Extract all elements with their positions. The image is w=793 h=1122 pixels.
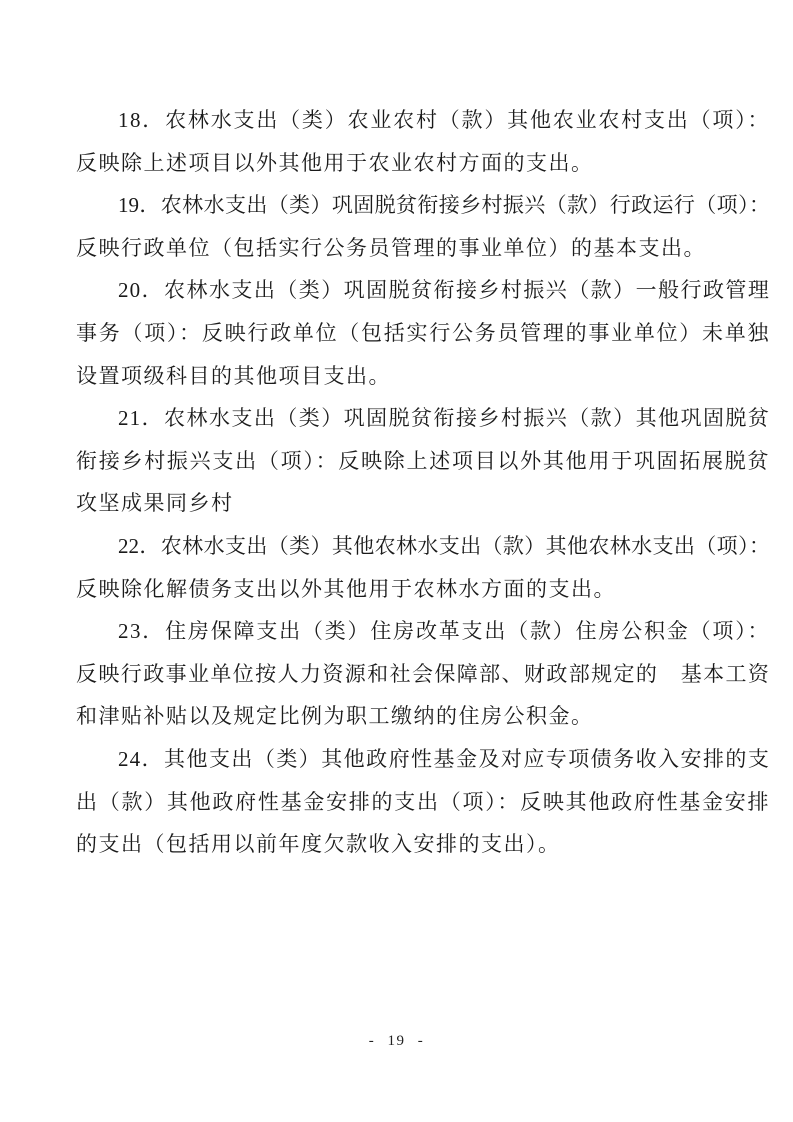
- paragraph-22: [76, 525, 770, 610]
- page-footer: [0, 1033, 793, 1050]
- text-line: 反映行政事业单位按人力资源和社会保障部、财政部规定的 基本工资: [76, 661, 770, 686]
- text-line: 反映行政单位（包括实行公务员管理的事业单位）的基本支出。: [76, 235, 706, 260]
- text-line: 设置项级科目的其他项目支出。: [76, 363, 391, 388]
- document-body: [76, 99, 770, 866]
- text-line: 反映除化解债务支出以外其他用于农林水方面的支出。: [76, 576, 616, 601]
- text-line: 攻坚成果同乡村: [76, 491, 234, 516]
- paragraph-18: [76, 99, 770, 184]
- text-line: 出（款）其他政府性基金安排的支出（项）：反映其他政府性基金安排: [76, 789, 770, 814]
- text-line: 21．农林水支出（类）巩固脱贫衔接乡村振兴（款）其他巩固脱贫: [118, 406, 770, 431]
- text-line: 事务（项）：反映行政单位（包括实行公务员管理的事业单位）未单独: [76, 320, 770, 345]
- paragraph-24: [76, 738, 770, 866]
- text-line: 24．其他支出（类）其他政府性基金及对应专项债务收入安排的支: [118, 746, 770, 771]
- paragraph-19: [76, 184, 770, 269]
- text-line: 反映除上述项目以外其他用于农业农村方面的支出。: [76, 150, 594, 175]
- text-line: 和津贴补贴以及规定比例为职工缴纳的住房公积金。: [76, 704, 594, 729]
- text-line: 22．农林水支出（类）其他农林水支出（款）其他农林水支出（项）：: [118, 533, 770, 558]
- text-line: 19．农林水支出（类）巩固脱贫衔接乡村振兴（款）行政运行（项）：: [118, 193, 770, 218]
- paragraph-23: [76, 610, 770, 738]
- paragraph-20: [76, 269, 770, 397]
- text-line: 20．农林水支出（类）巩固脱贫衔接乡村振兴（款）一般行政管理: [118, 278, 770, 303]
- text-line: 18．农林水支出（类）农业农村（款）其他农业农村支出（项）：: [118, 108, 770, 132]
- paragraph-21: [76, 397, 770, 525]
- page-number: - 19 -: [368, 1033, 425, 1049]
- text-line: 的支出（包括用以前年度欠款收入安排的支出）。: [76, 832, 561, 857]
- text-line: 23．住房保障支出（类）住房改革支出（款）住房公积金（项）：: [118, 619, 770, 644]
- text-line: 衔接乡村振兴支出（项）：反映除上述项目以外其他用于巩固拓展脱贫: [76, 448, 770, 473]
